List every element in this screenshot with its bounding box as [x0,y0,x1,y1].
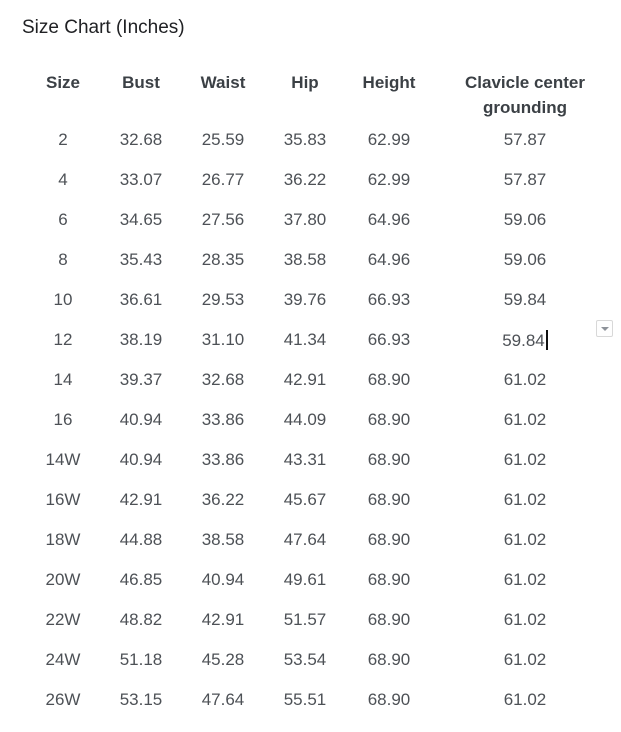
cell-hip[interactable]: 43.31 [283,450,327,469]
cell-clavicle-center-grounding[interactable]: 61.02 [503,650,547,669]
table-row-size-16 [26,400,618,440]
column-header-label: Clavicle center grounding [464,73,585,117]
cell-bust[interactable]: 34.65 [119,210,163,229]
cell-clavicle-center-grounding[interactable]: 61.02 [503,410,547,429]
text-cursor [546,330,548,350]
table-row-size-14 [26,360,618,400]
cell-clavicle-center-grounding[interactable]: 59.06 [503,210,547,229]
chevron-down-icon [601,327,609,331]
cell-clavicle-center-grounding[interactable]: 61.02 [503,610,547,629]
cell-hip[interactable]: 55.51 [283,690,327,709]
table-row-size-6 [26,200,618,240]
column-header-hip[interactable] [264,64,346,120]
cell-clavicle-center-grounding[interactable]: 61.02 [503,450,547,469]
cell-clavicle-center-grounding[interactable]: 57.87 [503,130,547,149]
cell-bust[interactable]: 40.94 [119,450,163,469]
column-header-label: Height [362,73,416,92]
cell-clavicle-center-grounding[interactable]: 61.02 [503,490,547,509]
cell-size[interactable]: 24W [45,650,81,669]
cell-height[interactable]: 68.90 [367,450,411,469]
cell-hip[interactable]: 53.54 [283,650,327,669]
column-header-height[interactable] [346,64,432,120]
cell-height[interactable]: 64.96 [367,250,411,269]
cell-hip[interactable]: 51.57 [283,610,327,629]
cell-clavicle-center-grounding[interactable]: 59.06 [503,250,547,269]
cell-hip[interactable]: 45.67 [283,490,327,509]
page-title: Size Chart (Inches) [22,17,185,38]
cell-waist[interactable]: 36.22 [201,490,245,509]
cell-waist[interactable]: 42.91 [201,610,245,629]
table-row-size-26w [26,680,618,720]
cell-bust[interactable]: 35.43 [119,250,163,269]
cell-height[interactable]: 68.90 [367,650,411,669]
cell-bust[interactable]: 39.37 [119,370,163,389]
cell-bust[interactable]: 46.85 [119,570,163,589]
cell-hip[interactable]: 42.91 [283,370,327,389]
column-header-waist[interactable] [182,64,264,120]
cell-height[interactable]: 68.90 [367,610,411,629]
cell-size[interactable]: 10 [53,290,73,309]
table-row-size-8 [26,240,618,280]
cell-dropdown-button[interactable] [596,320,613,337]
cell-size[interactable]: 18W [45,530,81,549]
cell-clavicle-center-grounding[interactable]: 59.84 [503,290,547,309]
cell-height[interactable]: 68.90 [367,690,411,709]
cell-clavicle-center-grounding[interactable]: 61.02 [503,370,547,389]
cell-size[interactable]: 16W [45,490,81,509]
cell-size[interactable]: 26W [45,690,81,709]
cell-height[interactable]: 68.90 [367,410,411,429]
table-row-size-10 [26,280,618,320]
column-header-label: Hip [291,73,319,92]
column-header-label: Size [45,73,81,92]
table-row-size-16w [26,480,618,520]
column-header-label: Bust [122,73,160,92]
cell-waist[interactable]: 38.58 [201,530,245,549]
cell-clavicle-center-grounding[interactable]: 59.84 [432,320,618,360]
table-row-size-12 [26,320,618,360]
table-row-size-14w [26,440,618,480]
cell-waist[interactable]: 25.59 [201,130,245,149]
cell-size[interactable]: 2 [58,130,68,149]
cell-waist[interactable]: 31.10 [201,330,245,349]
cell-height[interactable]: 68.90 [367,370,411,389]
cell-bust[interactable]: 40.94 [119,410,163,429]
cell-bust[interactable]: 38.19 [119,330,163,349]
cell-waist[interactable]: 28.35 [201,250,245,269]
cell-size[interactable]: 8 [58,250,68,269]
cell-waist[interactable]: 33.86 [201,410,245,429]
cell-size[interactable]: 12 [53,330,73,349]
cell-size[interactable]: 20W [45,570,81,589]
cell-height[interactable]: 64.96 [367,210,411,229]
column-header-bust[interactable] [100,64,182,120]
cell-size[interactable]: 14 [53,370,73,389]
cell-bust[interactable]: 32.68 [119,130,163,149]
cell-hip[interactable]: 49.61 [283,570,327,589]
table-row-size-20w [26,560,618,600]
cell-hip[interactable]: 41.34 [283,330,327,349]
cell-height[interactable]: 62.99 [367,170,411,189]
cell-height[interactable]: 66.93 [367,330,411,349]
cell-clavicle-center-grounding[interactable]: 61.02 [503,690,547,709]
cell-hip[interactable]: 39.76 [283,290,327,309]
cell-height[interactable]: 68.90 [367,490,411,509]
size-chart-table [26,64,618,720]
cell-bust[interactable]: 51.18 [119,650,163,669]
column-header-clavicle-center-grounding[interactable] [432,64,618,120]
cell-waist[interactable]: 45.28 [201,650,245,669]
cell-hip[interactable]: 35.83 [283,130,327,149]
cell-size[interactable]: 6 [58,210,68,229]
cell-hip[interactable]: 37.80 [283,210,327,229]
cell-bust[interactable]: 42.91 [119,490,163,509]
cell-bust[interactable]: 44.88 [119,530,163,549]
cell-hip[interactable]: 36.22 [283,170,327,189]
cell-height[interactable]: 62.99 [367,130,411,149]
table-row-size-4 [26,160,618,200]
column-header-label: Waist [200,73,246,92]
cell-height[interactable]: 66.93 [367,290,411,309]
cell-clavicle-center-grounding[interactable]: 57.87 [503,170,547,189]
cell-bust[interactable]: 36.61 [119,290,163,309]
cell-hip[interactable]: 47.64 [283,530,327,549]
cell-waist[interactable]: 29.53 [201,290,245,309]
cell-size[interactable]: 16 [53,410,73,429]
cell-clavicle-center-grounding[interactable]: 61.02 [503,530,547,549]
table-row-size-22w [26,600,618,640]
cell-waist[interactable]: 40.94 [201,570,245,589]
cell-waist[interactable]: 27.56 [201,210,245,229]
table-header-row [26,64,618,120]
cell-hip[interactable]: 44.09 [283,410,327,429]
cell-waist[interactable]: 33.86 [201,450,245,469]
table-row-size-18w [26,520,618,560]
cell-size[interactable]: 14W [45,450,81,469]
table-row-size-24w [26,640,618,680]
cell-waist[interactable]: 26.77 [201,170,245,189]
cell-height[interactable]: 68.90 [367,570,411,589]
table-row-size-2 [26,120,618,160]
cell-bust[interactable]: 48.82 [119,610,163,629]
cell-clavicle-center-grounding[interactable]: 61.02 [503,570,547,589]
cell-bust[interactable]: 53.15 [119,690,163,709]
cell-waist[interactable]: 47.64 [201,690,245,709]
cell-size[interactable]: 4 [58,170,68,189]
cell-height[interactable]: 68.90 [367,530,411,549]
cell-hip[interactable]: 38.58 [283,250,327,269]
column-header-size[interactable] [26,64,100,120]
cell-waist[interactable]: 32.68 [201,370,245,389]
cell-bust[interactable]: 33.07 [119,170,163,189]
cell-size[interactable]: 22W [45,610,81,629]
